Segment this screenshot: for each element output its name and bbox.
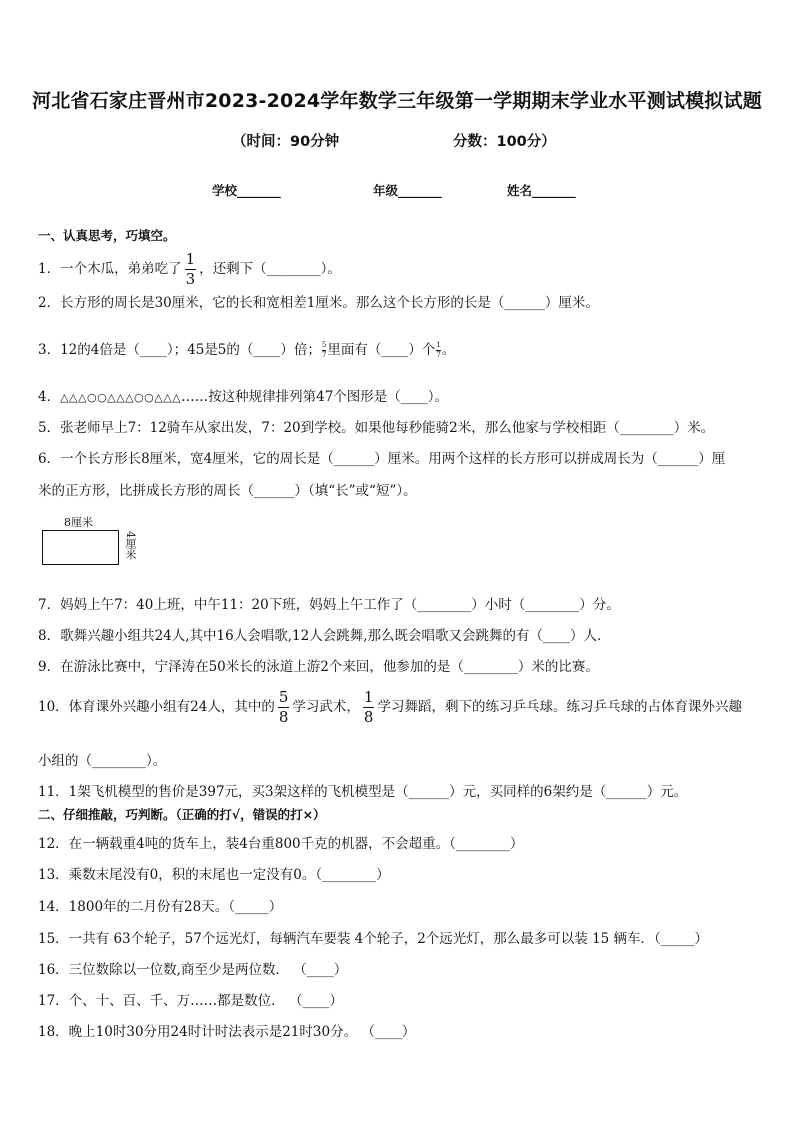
question-13: 13．乘数末尾没有0，积的末尾也一定没有0。（________） xyxy=(38,867,390,883)
question-9: 9．在游泳比赛中，宁泽涛在50米长的泳道上游2个来回，他参加的是（________）米的比赛。 xyxy=(38,659,599,675)
fraction-five-eighths xyxy=(278,690,290,725)
fraction-one-eighth xyxy=(363,690,375,725)
question-5: 5．张老师早上7：12骑车从家出发，7：20到学校。如果他每秒能骑2米，那么他家与学校相距（________）米。 xyxy=(38,420,715,436)
exam-title: 河北省石家庄晋州市2023-2024学年数学三年级第一学期期末学业水平测试模拟试题 xyxy=(32,90,762,112)
question-16: 16．三位数除以一位数,商至少是两位数． （____） xyxy=(38,962,348,978)
exam-score: 分数：100分） xyxy=(453,134,556,150)
question-18: 18．晚上10时30分用24时计时法表示是21时30分。 （____） xyxy=(38,1024,416,1040)
grade-field: 年级_______ xyxy=(373,183,442,198)
fraction-one-third xyxy=(185,252,197,287)
question-15: 15．一共有 63个轮子，57个远光灯，每辆汽车要装 4个轮子，2个远光灯，那么最多可以装 15 辆车．（_____） xyxy=(38,931,709,947)
triangle-circle-pattern: △△△○○△△△○○△△△ xyxy=(60,391,182,404)
question-7: 7．妈妈上午7：40上班，中午11：20下班，妈妈上午工作了（________）小时（________）分。 xyxy=(38,597,620,613)
question-4 xyxy=(38,385,448,405)
question-4-text: ……按这种规律排列第47个图形是（____）。 xyxy=(181,389,449,405)
school-field: 学校_______ xyxy=(212,183,281,198)
rectangle-figure xyxy=(42,514,152,574)
question-10-line-2: 小组的（________）。 xyxy=(38,753,167,769)
fraction-denominator: 8 xyxy=(278,708,289,726)
fraction-denominator: 3 xyxy=(185,270,196,288)
fraction-denominator: 7 xyxy=(321,351,327,359)
fraction-numerator: 5 xyxy=(321,341,327,349)
rectangle-length-label: 8厘米 xyxy=(64,516,93,529)
rectangle-shape xyxy=(42,530,119,565)
fraction-one-seventh xyxy=(436,342,440,359)
question-10-line-1 xyxy=(38,690,742,725)
question-6-line-1: 6．一个长方形长8厘米，宽4厘米，它的周长是（______）厘米。用两个这样的长方形可以拼成周长为（______）厘 xyxy=(38,451,726,467)
name-field: 姓名_______ xyxy=(507,183,576,198)
question-3 xyxy=(38,338,455,359)
question-1-text-a: 1．一个木瓜，弟弟吃了 xyxy=(38,261,182,277)
section-1-title: 一、认真思考，巧填空。 xyxy=(38,228,176,243)
fraction-numerator: 1 xyxy=(363,688,374,706)
question-10-text-b: 学习武术， xyxy=(292,699,360,715)
question-6-line-2: 米的正方形，比拼成长方形的周长（______）（填“长”或“短”）。 xyxy=(38,483,417,499)
question-3-text-b: 里面有（____）个 xyxy=(327,342,436,358)
question-8: 8．歌舞兴趣小组共24人,其中16人会唱歌,12人会跳舞,那么既会唱歌又会跳舞的有（____）人． xyxy=(38,628,611,644)
question-11: 11．1架飞机模型的售价是397元，买3架这样的飞机模型是（______）元，买同样的6架约是（______）元。 xyxy=(38,784,688,800)
rectangle-width-label: 4厘米 xyxy=(124,531,137,560)
question-10-text-c: 学习舞蹈，剩下的练习乒乓球。练习乒乓球的占体育课外兴趣 xyxy=(377,699,742,715)
question-2: 2．长方形的周长是30厘米，它的长和宽相差1厘米。那么这个长方形的长是（______）厘米。 xyxy=(38,295,599,311)
question-3-text-a: 3．12的4倍是（____）；45是5的（____）倍； xyxy=(38,342,321,358)
fraction-numerator: 1 xyxy=(185,250,196,268)
question-14: 14．1800年的二月份有28天。（_____） xyxy=(38,899,283,915)
question-3-text-c: 。 xyxy=(441,342,456,358)
question-4-number: 4． xyxy=(38,389,61,405)
fraction-numerator: 1 xyxy=(436,341,441,349)
exam-time: （时间：90分钟 xyxy=(232,134,340,150)
fraction-denominator: 7 xyxy=(436,351,441,359)
question-1 xyxy=(38,252,341,287)
section-2-title: 二、仔细推敲，巧判断。（正确的打√，错误的打×） xyxy=(38,807,326,822)
question-1-text-b: ，还剩下（________）。 xyxy=(199,261,341,277)
fraction-five-sevenths xyxy=(322,342,326,359)
question-10-text-a: 10．体育课外兴趣小组有24人，其中的 xyxy=(38,699,275,715)
question-12: 12．在一辆载重4吨的货车上，装4台重800千克的机器，不会超重。（________） xyxy=(38,836,524,852)
fraction-numerator: 5 xyxy=(278,688,289,706)
fraction-denominator: 8 xyxy=(363,708,374,726)
question-17: 17．个、十、百、千、万……都是数位． （____） xyxy=(38,993,343,1009)
